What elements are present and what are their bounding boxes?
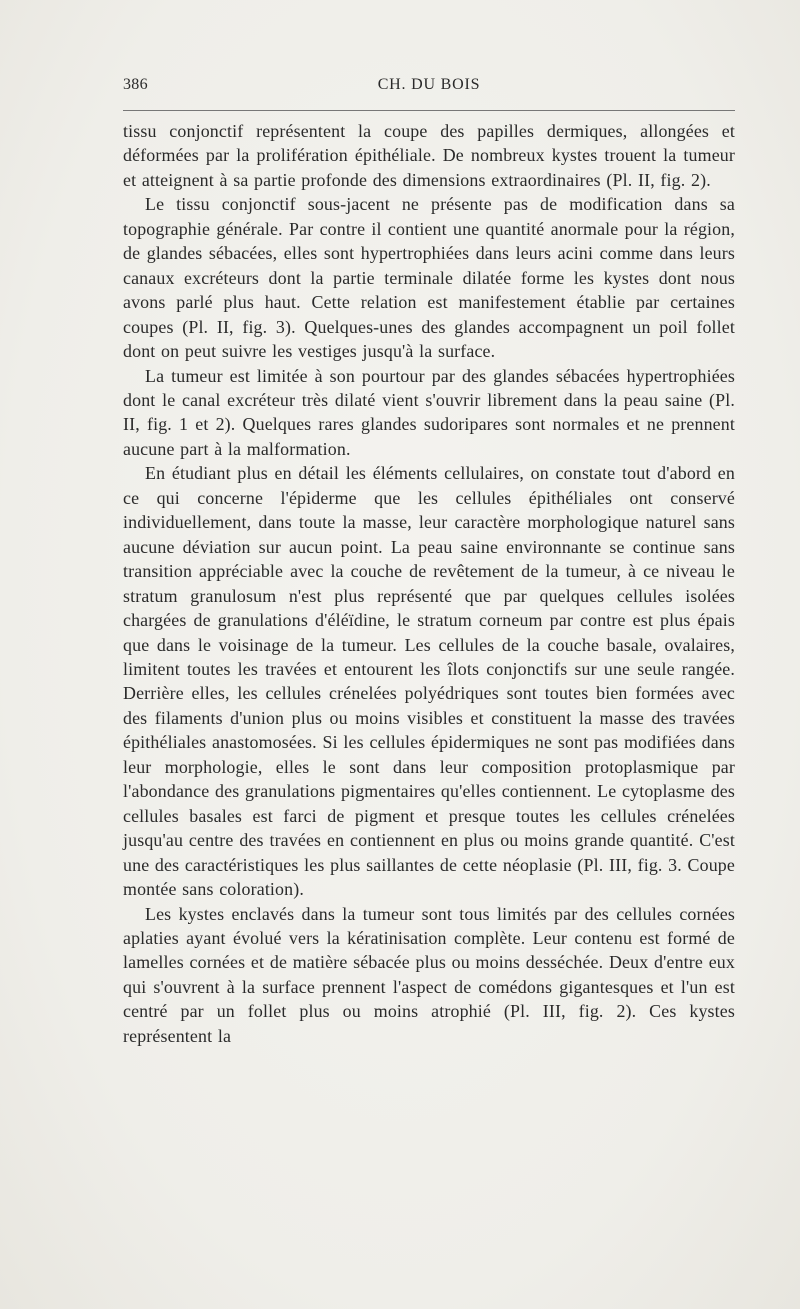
body-text xyxy=(123,119,735,1048)
paragraph: tissu conjonctif représentent la coupe des papilles dermiques, allongées et déformées par la prolifération épithéliale. De nombreux kystes trouent la tumeur et atteignent à sa partie profonde des dimensions extraordinaires (Pl. II, fig. 2). xyxy=(123,121,735,190)
page-header xyxy=(123,76,735,100)
page-number: 386 xyxy=(123,76,148,93)
paragraph: Le tissu conjonctif sous-jacent ne présente pas de modification dans sa topographie générale. Par contre il contient une quantité anormale pour la région, de glandes sébacées, elles sont hypertrophiées dans leurs acini comme dans leurs canaux excréteurs dont la partie terminale dilatée forme les kystes dont nous avons parlé plus haut. Cette relation est manifestement établie par certaines coupes (Pl. II, fig. 3). Quelques-unes des glandes accompagnent un poil follet dont on peut suivre les vestiges jusqu'à la surface. xyxy=(123,194,735,362)
paragraph: En étudiant plus en détail les éléments cellulaires, on constate tout d'abord en ce qui concerne l'épiderme que les cellules épithéliales ont conservé individuellement, dans toute la masse, leur caractère morphologique naturel sans aucune déviation sur aucun point. La peau saine environnante se continue sans transition appréciable avec la couche de revêtement de la tumeur, à ce niveau le stratum granulosum n'est plus représenté que par quelques cellules isolées chargées de granulations d'éléïdine, le stratum corneum par contre est plus épais que dans le voisinage de la tumeur. Les cellules de la couche basale, ovalaires, limitent toutes les travées et entourent les îlots conjonctifs sur une seule rangée. Derrière elles, les cellules crénelées polyédriques sont toutes bien formées avec des filaments d'union plus ou moins visibles et constituent la masse des travées épithéliales anastomosées. Si les cellules épidermiques ne sont pas modifiées dans leur morphologie, elles le sont dans leur composition protoplasmique par l'abondance des granulations pigmentaires qu'elles contiennent. Le cytoplasme des cellules basales est farci de pigment et presque toutes les cellules crénelées jusqu'au centre des travées en contiennent en plus ou moins grande quantité. C'est une des caractéristiques les plus saillantes de cette néoplasie (Pl. III, fig. 3. Coupe montée sans coloration). xyxy=(123,463,735,900)
paragraph: Les kystes enclavés dans la tumeur sont tous limités par des cellules cornées aplaties ayant évolué vers la kératinisation complète. Leur contenu est formé de lamelles cornées et de matière sébacée plus ou moins desséchée. Deux d'entre eux qui s'ouvrent à la surface prennent l'aspect de comédons gigantesques et l'un est centré par un follet plus ou moins atrophié (Pl. III, fig. 2). Ces kystes représentent la xyxy=(123,903,735,1046)
running-head: CH. DU BOIS xyxy=(377,76,481,93)
header-rule xyxy=(123,110,735,111)
paragraph: La tumeur est limitée à son pourtour par des glandes sébacées hypertrophiées dont le canal excréteur très dilaté vient s'ouvrir librement dans la peau saine (Pl. II, fig. 1 et 2). Quelques rares glandes sudoripares sont normales et ne prennent aucune part à la malformation. xyxy=(123,365,735,459)
